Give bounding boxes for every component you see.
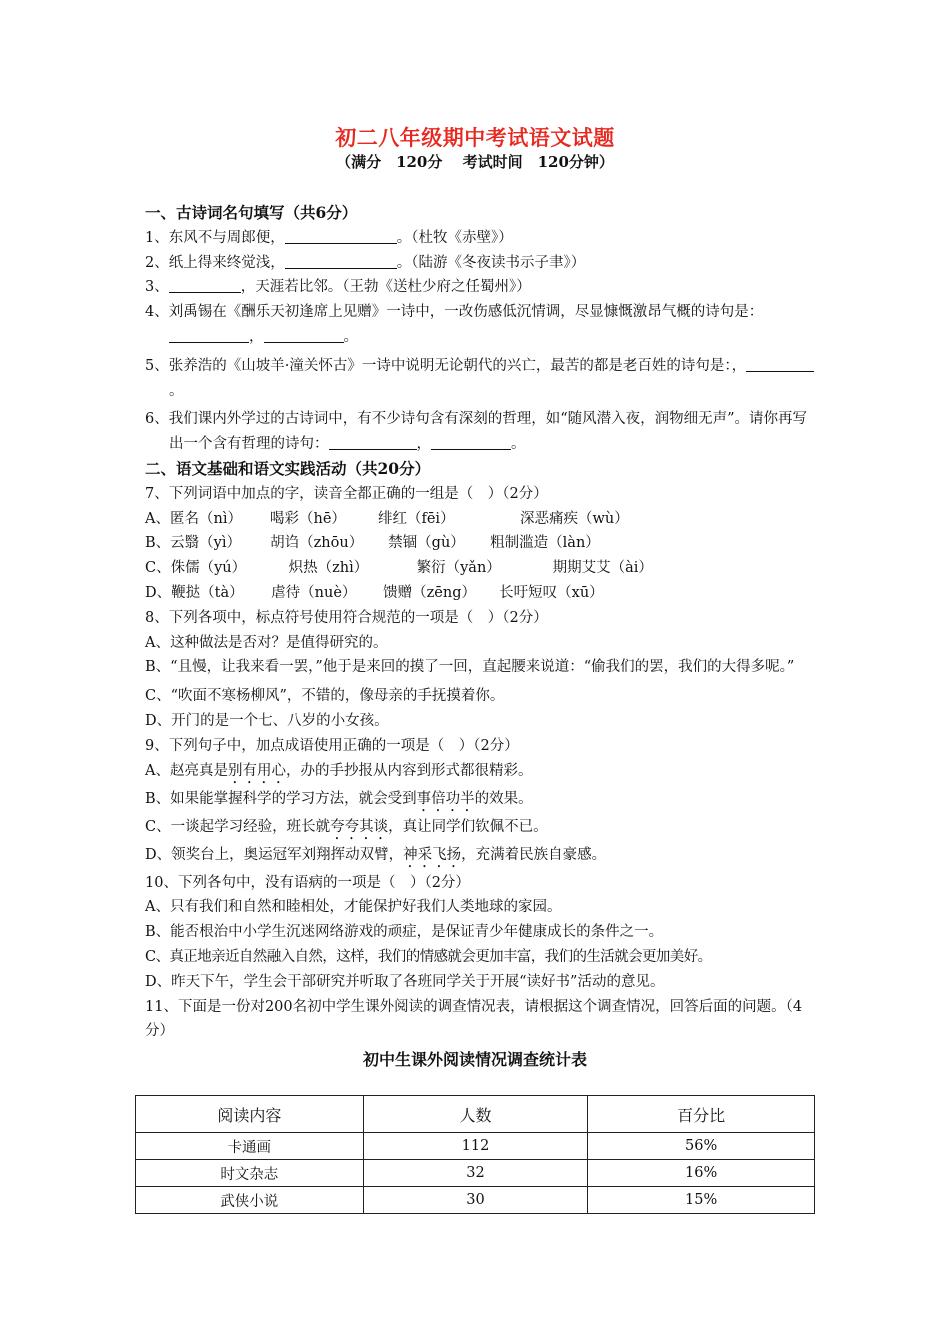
question-7-option-b: B、云翳（yì） 胡诌（zhōu） 禁锢（gù） 粗制滥造（làn） (145, 535, 600, 552)
exam-content (145, 201, 817, 1044)
table-row (136, 1133, 815, 1160)
table-row (136, 1160, 815, 1187)
dotted-idiom: 神采飞扬 (403, 846, 462, 863)
question-9-option-c: C、一谈起学习经验，班长就夸夸其谈，真让同学们钦佩不已。 (145, 818, 548, 835)
column-header: 人数 (363, 1096, 588, 1133)
question-8-stem: 8、下列各项中，标点符号使用符合规范的一项是（ ）（2分） (145, 609, 548, 626)
question-9-option-b: B、如果能掌握科学的学习方法，就会受到事倍功半的效果。 (145, 790, 533, 807)
exam-title: 初二八年级期中考试语文试题 (335, 125, 615, 150)
question-8-option-c: C、“吹面不寒杨柳风”，不错的，像母亲的手抚摸着你。 (145, 688, 505, 705)
section-heading: 二、语文基础和语文实践活动（共20分） (145, 458, 431, 478)
dotted-idiom: 事倍功半 (416, 790, 475, 807)
question-9-option-d: D、领奖台上，奥运冠军刘翔挥动双臂，神采飞扬，充满着民族自豪感。 (145, 846, 607, 863)
column-header: 阅读内容 (136, 1096, 364, 1133)
dotted-idiom: 别有用心 (227, 762, 286, 779)
question-3: 3、 ，天涯若比邻。（王勃《送杜少府之任蜀州》） (145, 279, 531, 296)
question-7-option-d: D、鞭挞（tà） 虐待（nuè） 馈赠（zēng） 长吁短叹（xū） (145, 584, 604, 601)
question-7-option-a: A、匿名（nì） 喝彩（hē） 绯红（fēi） 深恶痛疾（wù） (145, 510, 629, 527)
table-cell: 15% (588, 1187, 815, 1214)
column-header: 百分比 (588, 1096, 815, 1133)
table-header-row (136, 1096, 815, 1133)
answer-blank[interactable] (285, 253, 397, 269)
exam-subtitle: （满分 120分 考试时间 120分钟） (336, 153, 614, 171)
question-6: 6、我们课内外学过的古诗词中，有不少诗句含有深刻的哲理，如“随风潜入夜，润物细无声”。请你再写出一个含有哲理的诗句： ， 。 (145, 411, 808, 453)
table-cell: 56% (588, 1133, 815, 1160)
table-row (136, 1187, 815, 1214)
answer-blank[interactable] (746, 356, 814, 372)
question-10-option-a: A、只有我们和自然和睦相处，才能保护好我们人类地球的家园。 (145, 899, 562, 916)
question-10-option-b: B、能否根治中小学生沉迷网络游戏的顽症，是保证青少年健康成长的条件之一。 (145, 924, 664, 941)
table-cell: 卡通画 (136, 1133, 364, 1160)
question-4: 4、刘禹锡在《酬乐天初逢席上见赠》一诗中，一改伤感低沉情调，尽显慷慨激昂气概的诗句是：， 。 (145, 304, 764, 345)
table-cell: 30 (363, 1187, 588, 1214)
table-cell: 武侠小说 (136, 1187, 364, 1214)
question-1: 1、东风不与周郎便， 。（杜牧《赤壁》） (145, 229, 513, 246)
answer-blank[interactable] (169, 327, 249, 343)
question-10-option-d: D、昨天下午，学生会干部研究并听取了各班同学关于开展“读好书”活动的意见。 (145, 973, 665, 990)
reading-survey-table (135, 1095, 815, 1214)
answer-blank[interactable] (329, 434, 417, 450)
table-cell: 16% (588, 1160, 815, 1187)
answer-blank[interactable] (264, 327, 344, 343)
question-7-stem: 7、下列词语中加点的字，读音全都正确的一组是（ ）（2分） (145, 485, 548, 502)
question-11-stem: 11、下面是一份对200名初中学生课外阅读的调查情况表，请根据这个调查情况，回答后面的问题。（4分） (145, 998, 803, 1040)
answer-blank[interactable] (285, 228, 397, 244)
question-2: 2、纸上得来终觉浅， 。（陆游《冬夜读书示子聿》） (145, 254, 586, 271)
table-cell: 112 (363, 1133, 588, 1160)
question-8-option-a: A、这种做法是否对？是值得研究的。 (145, 634, 388, 651)
question-8-option-b: B、“且慢，让我来看一罢，”他于是来回的摸了一回，直起腰来说道：“偷我们的罢，我们的大得多呢。” (145, 659, 795, 676)
question-10-stem: 10、下列各句中，没有语病的一项是（ ）（2分） (145, 874, 470, 891)
dotted-idiom: 夸夸其谈 (330, 818, 389, 835)
answer-blank[interactable] (431, 434, 511, 450)
question-8-option-d: D、开门的是一个七、八岁的小女孩。 (145, 712, 389, 729)
question-10-option-c: C、真正地亲近自然融入自然，这样，我们的情感就会更加丰富，我们的生活就会更加美好。 (145, 948, 712, 965)
question-7-option-c: C、侏儒（yú） 炽热（zhì） 繁衍（yǎn） 期期艾艾（ài） (145, 560, 653, 577)
table-cell: 32 (363, 1160, 588, 1187)
table-title: 初中生课外阅读情况调查统计表 (362, 1050, 587, 1069)
section-heading: 一、古诗词名句填写（共6分） (145, 203, 358, 222)
table-cell: 时文杂志 (136, 1160, 364, 1187)
question-5: 5、张养浩的《山坡羊·潼关怀古》一诗中说明无论朝代的兴亡，最苦的都是老百姓的诗句是：，。 (145, 354, 817, 404)
question-9-stem: 9、下列句子中，加点成语使用正确的一项是（ ）（2分） (145, 737, 519, 754)
question-9-option-a: A、赵亮真是别有用心，办的手抄报从内容到形式都很精彩。 (145, 762, 533, 779)
answer-blank[interactable] (169, 277, 241, 293)
